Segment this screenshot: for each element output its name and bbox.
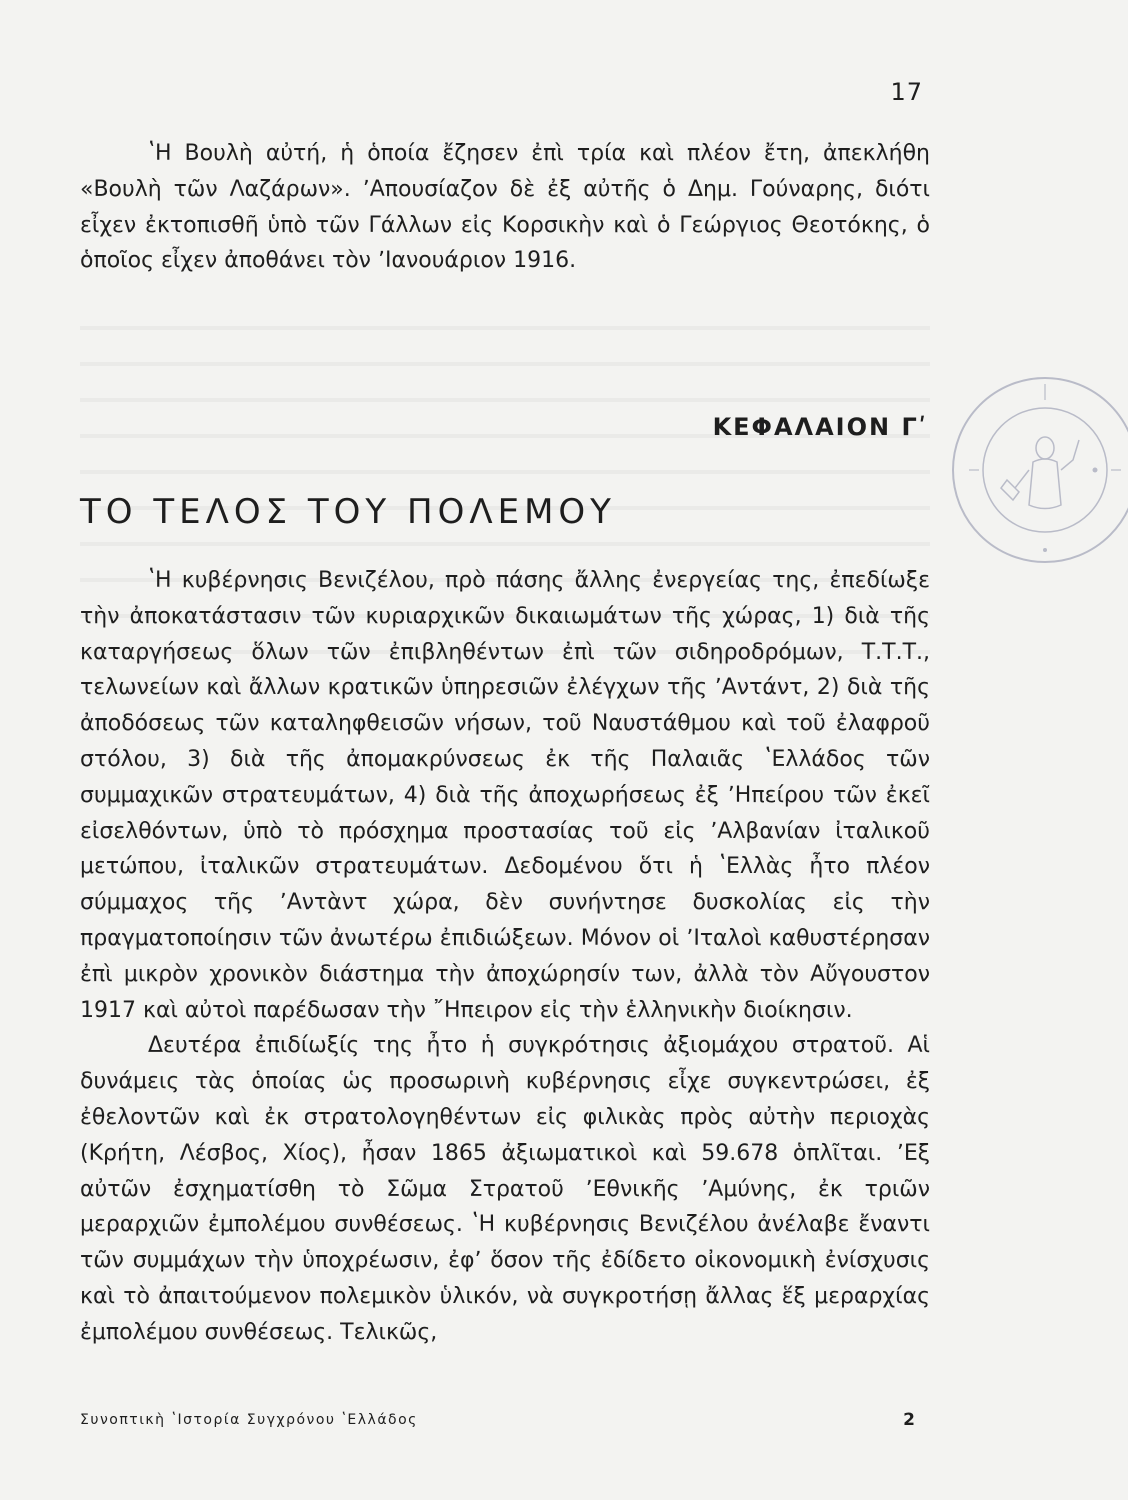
body-paragraph-1: ʽΗ κυβέρνησις Βενιζέλου, πρὸ πάσης ἄλλης ἐνεργείας της, ἐπεδίωξε τὴν ἀποκατάστασιν τῶν κυριαρχικῶν δικαιωμάτων τῆς χώρας, 1) διὰ τῆς καταργήσεως ὅλων τῶν ἐπιβληθέντων ἐπὶ τῶν σιδηροδρόμων, Τ.Τ.Τ., τελωνείων καὶ ἄλλων κρατικῶν ὑπηρεσιῶν ἐλέγχων τῆς ʼΑντάντ, 2) διὰ τῆς ἀποδόσεως τῶν καταληφθεισῶν νήσων, τοῦ Ναυστάθμου καὶ τοῦ ἐλαφροῦ στόλου, 3) διὰ τῆς ἀπομακρύνσεως ἐκ τῆς Παλαιᾶς ʽΕλλάδος τῶν συμμαχικῶν στρατευμάτων, 4) διὰ τῆς ἀποχωρήσεως ἐξ ʼΗπείρου τῶν ἐκεῖ εἰσελθόντων, ὑπὸ τὸ πρόσχημα προστασίας τοῦ εἰς ʼΑλβανίαν ἰταλικοῦ μετώπου, ἰταλικῶν στρατευμάτων. Δεδομένου ὅτι ἡ ʽΕλλὰς ἦτο πλέον σύμμαχος τῆς ʼΑντὰντ χώρα, δὲν συνήντησε δυσκολίας εἰς τὴν πραγματοποίησιν τῶν ἀνωτέρω ἐπιδιώξεων. Μόνον οἱ ʼΙταλοὶ καθυστέρησαν ἐπὶ μικρὸν χρονικὸν διάστημα τὴν ἀποχώρησίν των, ἀλλὰ τὸν Αὔγουστον 1917 καὶ αὐτοὶ παρέδωσαν τὴν ῎Ηπειρον εἰς τὴν ἑλληνικὴν διοίκησιν. [80,568,930,1023]
chapter-title: ΤΟ ΤΕΛΟΣ ΤΟΥ ΠΟΛΕΜΟΥ [80,492,616,532]
chapter-body [80,563,930,1351]
intro-text [80,136,930,279]
footer-signature: 2 [903,1410,915,1430]
chapter-label: ΚΕΦΑΛΑΙΟΝ Γʹ [712,413,928,441]
page-number: 17 [890,78,923,106]
footer-book-title: Συνοπτικὴ ʽΙστορία Συγχρόνου ʽΕλλάδος [80,1412,418,1428]
library-stamp-icon [945,370,1128,570]
intro-paragraph: ʽΗ Βουλὴ αὐτή, ἡ ὁποία ἔζησεν ἐπὶ τρία καὶ πλέον ἔτη, ἀπεκλήθη «Βουλὴ τῶν Λαζάρων». ʼΑπουσίαζον δὲ ἐξ αὐτῆς ὁ Δημ. Γούναρης, διότι εἶχεν ἐκτοπισθῆ ὑπὸ τῶν Γάλλων εἰς Κορσικὴν καὶ ὁ Γεώργιος Θεοτόκης, ὁ ὁποῖος εἶχεν ἀποθάνει τὸν ʼΙανουάριον 1916. [80,141,930,274]
body-paragraph-2: Δευτέρα ἐπιδίωξίς της ἦτο ἡ συγκρότησις ἀξιομάχου στρατοῦ. Αἱ δυνάμεις τὰς ὁποίας ὡς προσωρινὴ κυβέρνησις εἶχε συγκεντρώσει, ἐξ ἐθελοντῶν καὶ ἐκ στρατολογηθέντων εἰς φιλικὰς πρὸς αὐτὴν περιοχὰς (Κρήτη, Λέσβος, Χίος), ἦσαν 1865 ἀξιωματικοὶ καὶ 59.678 ὁπλῖται. ʼΕξ αὐτῶν ἐσχηματίσθη τὸ Σῶμα Στρατοῦ ʼΕθνικῆς ʼΑμύνης, ἐκ τριῶν μεραρχιῶν ἐμπολέμου συνθέσεως. ʽΗ κυβέρνησις Βενιζέλου ἀνέλαβε ἔναντι τῶν συμμάχων τὴν ὑποχρέωσιν, ἐφʼ ὅσον τῆς ἐδίδετο οἰκονομικὴ ἐνίσχυσις καὶ τὸ ἀπαιτούμενον πολεμικὸν ὑλικόν, νὰ συγκροτήσῃ ἄλλας ἕξ μεραρχίας ἐμπολέμου συνθέσεως. Τελικῶς, [80,1033,930,1345]
